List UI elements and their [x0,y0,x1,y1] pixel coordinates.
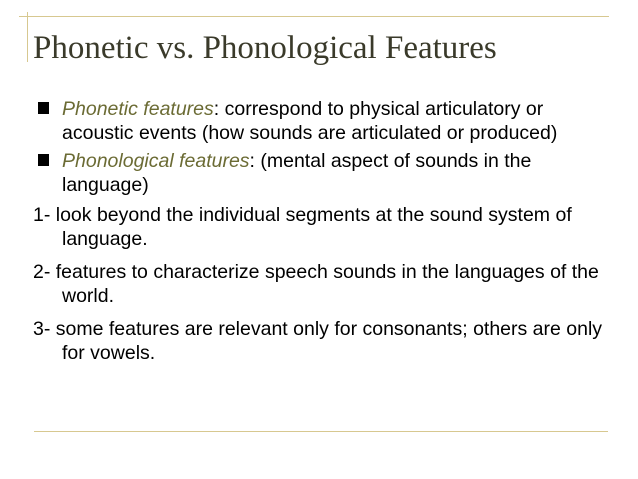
bottom-rule [34,431,608,432]
slide-title: Phonetic vs. Phonological Features [33,30,497,66]
numbered-item-3: 3- some features are relevant only for consonants; others are only for vowels. [33,318,603,364]
bullet-text-phonological: : (mental aspect of sounds in the language) [62,150,532,196]
numbered-item-1: 1- look beyond the individual segments at the sound system of language. [33,204,572,250]
slide-content [33,97,608,365]
numbered-item-2: 2- features to characterize speech sounds in the languages of the world. [33,261,599,307]
bullet-text-phonetic: : correspond to physical articulatory or acoustic events (how sounds are articulated or produced) [62,98,558,144]
square-bullet-icon [38,154,50,167]
bullet-item-phonological [33,149,608,197]
term-phonetic-features: Phonetic features [62,98,214,120]
square-bullet-icon [38,102,50,115]
term-phonological-features: Phonological features [62,150,250,172]
bullet-item-phonetic [33,97,608,145]
bullet-list [33,97,608,197]
top-rule [19,16,609,17]
title-left-rule [27,12,28,62]
